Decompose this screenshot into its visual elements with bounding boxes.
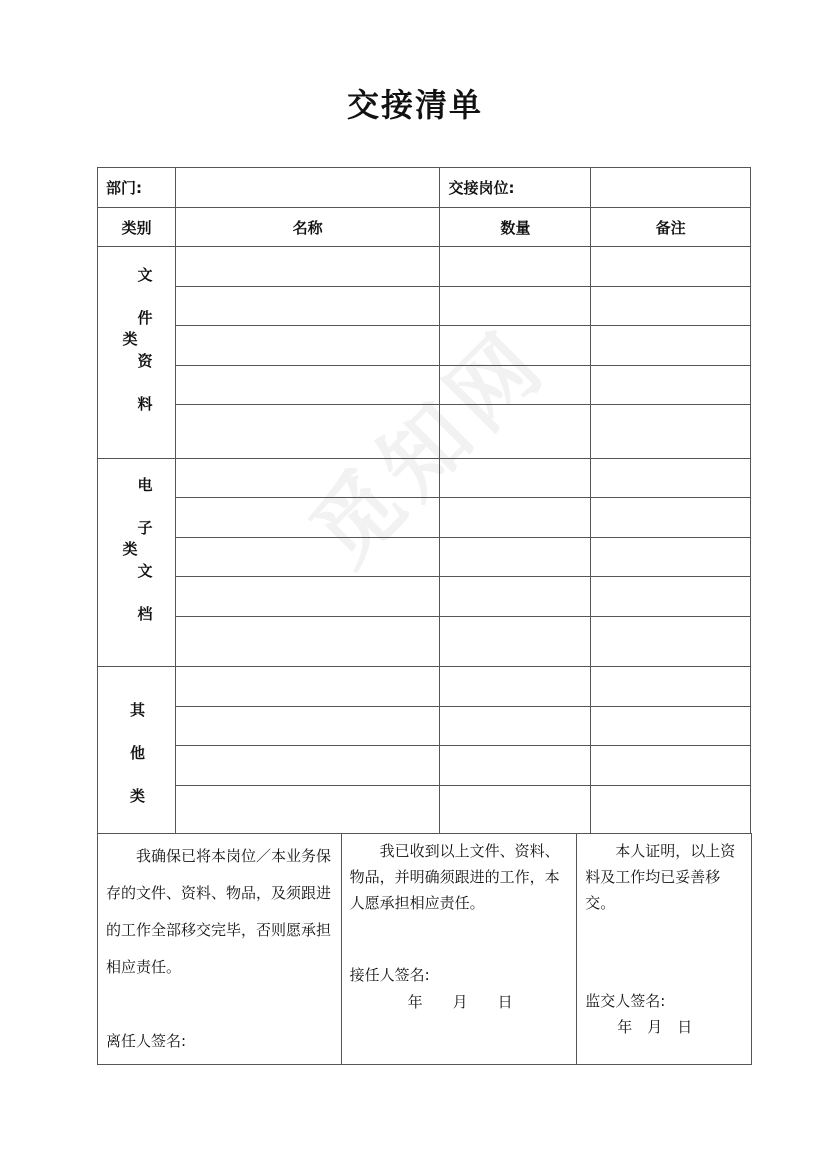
quantity-cell[interactable] [440, 247, 591, 287]
department-field[interactable] [175, 168, 440, 208]
remarks-cell[interactable] [591, 247, 751, 287]
remarks-cell[interactable] [591, 786, 751, 834]
table-row [98, 366, 751, 405]
receiving-date[interactable]: 年 月 日 [407, 993, 513, 1011]
remarks-cell[interactable] [591, 707, 751, 746]
category-label: 文件资料类 [120, 266, 154, 439]
table-row [98, 786, 751, 834]
supervisor-signature[interactable]: 监交人签名: [585, 992, 666, 1010]
position-label: 交接岗位: [440, 168, 591, 208]
table-row [98, 577, 751, 617]
leaving-signature[interactable]: 离任人签名: [106, 1032, 187, 1050]
name-cell[interactable] [175, 405, 440, 459]
supervisor-date[interactable]: 年 月 日 [617, 1018, 693, 1036]
remarks-cell[interactable] [591, 459, 751, 498]
category-cell [98, 247, 176, 459]
quantity-cell[interactable] [440, 459, 591, 498]
table-row [98, 667, 751, 707]
header-name: 名称 [175, 208, 440, 247]
name-cell[interactable] [175, 617, 440, 667]
name-cell[interactable] [175, 498, 440, 538]
table-row [98, 459, 751, 498]
page-title: 交接清单 [346, 86, 483, 124]
quantity-cell[interactable] [440, 498, 591, 538]
quantity-cell[interactable] [440, 287, 591, 326]
leaving-cell [98, 834, 342, 1065]
remarks-cell[interactable] [591, 577, 751, 617]
quantity-cell[interactable] [440, 667, 591, 707]
name-cell[interactable] [175, 577, 440, 617]
remarks-cell[interactable] [591, 366, 751, 405]
quantity-cell[interactable] [440, 538, 591, 577]
table-row [98, 498, 751, 538]
header-category: 类别 [98, 208, 176, 247]
name-cell[interactable] [175, 459, 440, 498]
category-label: 其他类 [127, 701, 146, 831]
name-cell[interactable] [175, 247, 440, 287]
name-cell[interactable] [175, 366, 440, 405]
watermark: 觅知网 [292, 310, 567, 585]
category-cell [98, 667, 176, 834]
name-cell[interactable] [175, 667, 440, 707]
header-quantity: 数量 [440, 208, 591, 247]
position-field[interactable] [591, 168, 751, 208]
table-row [98, 247, 751, 287]
table-row [98, 287, 751, 326]
remarks-cell[interactable] [591, 326, 751, 366]
name-cell[interactable] [175, 326, 440, 366]
quantity-cell[interactable] [440, 326, 591, 366]
department-label: 部门: [98, 168, 176, 208]
table-row [98, 707, 751, 746]
remarks-cell[interactable] [591, 287, 751, 326]
supervisor-statement: 本人证明，以上资料及工作均已妥善移交。 [585, 842, 736, 912]
table-row [98, 617, 751, 667]
remarks-cell[interactable] [591, 405, 751, 459]
name-cell[interactable] [175, 746, 440, 786]
table-row [98, 405, 751, 459]
quantity-cell[interactable] [440, 746, 591, 786]
name-cell[interactable] [175, 707, 440, 746]
quantity-cell[interactable] [440, 366, 591, 405]
quantity-cell[interactable] [440, 577, 591, 617]
quantity-cell[interactable] [440, 786, 591, 834]
remarks-cell[interactable] [591, 667, 751, 707]
leaving-statement: 我确保已将本岗位／本业务保存的文件、资料、物品，及须跟进的工作全部移交完毕，否则愿承担相应责任。 [106, 847, 332, 976]
receiving-signature[interactable]: 接任人签名: [349, 966, 430, 984]
table-row [98, 746, 751, 786]
header-remarks: 备注 [591, 208, 751, 247]
signature-block [97, 833, 752, 1065]
category-cell [98, 459, 176, 667]
name-cell[interactable] [175, 287, 440, 326]
name-cell[interactable] [175, 786, 440, 834]
receiving-statement: 我已收到以上文件、资料、物品，并明确须跟进的工作，本人愿承担相应责任。 [349, 842, 560, 912]
handover-table [97, 167, 751, 834]
name-cell[interactable] [175, 538, 440, 577]
receiving-cell [341, 834, 577, 1065]
quantity-cell[interactable] [440, 405, 591, 459]
remarks-cell[interactable] [591, 617, 751, 667]
supervisor-cell [577, 834, 752, 1065]
remarks-cell[interactable] [591, 746, 751, 786]
table-row [98, 538, 751, 577]
table-row [98, 326, 751, 366]
category-label: 电子文档类 [120, 476, 154, 649]
quantity-cell[interactable] [440, 707, 591, 746]
quantity-cell[interactable] [440, 617, 591, 667]
remarks-cell[interactable] [591, 538, 751, 577]
remarks-cell[interactable] [591, 498, 751, 538]
